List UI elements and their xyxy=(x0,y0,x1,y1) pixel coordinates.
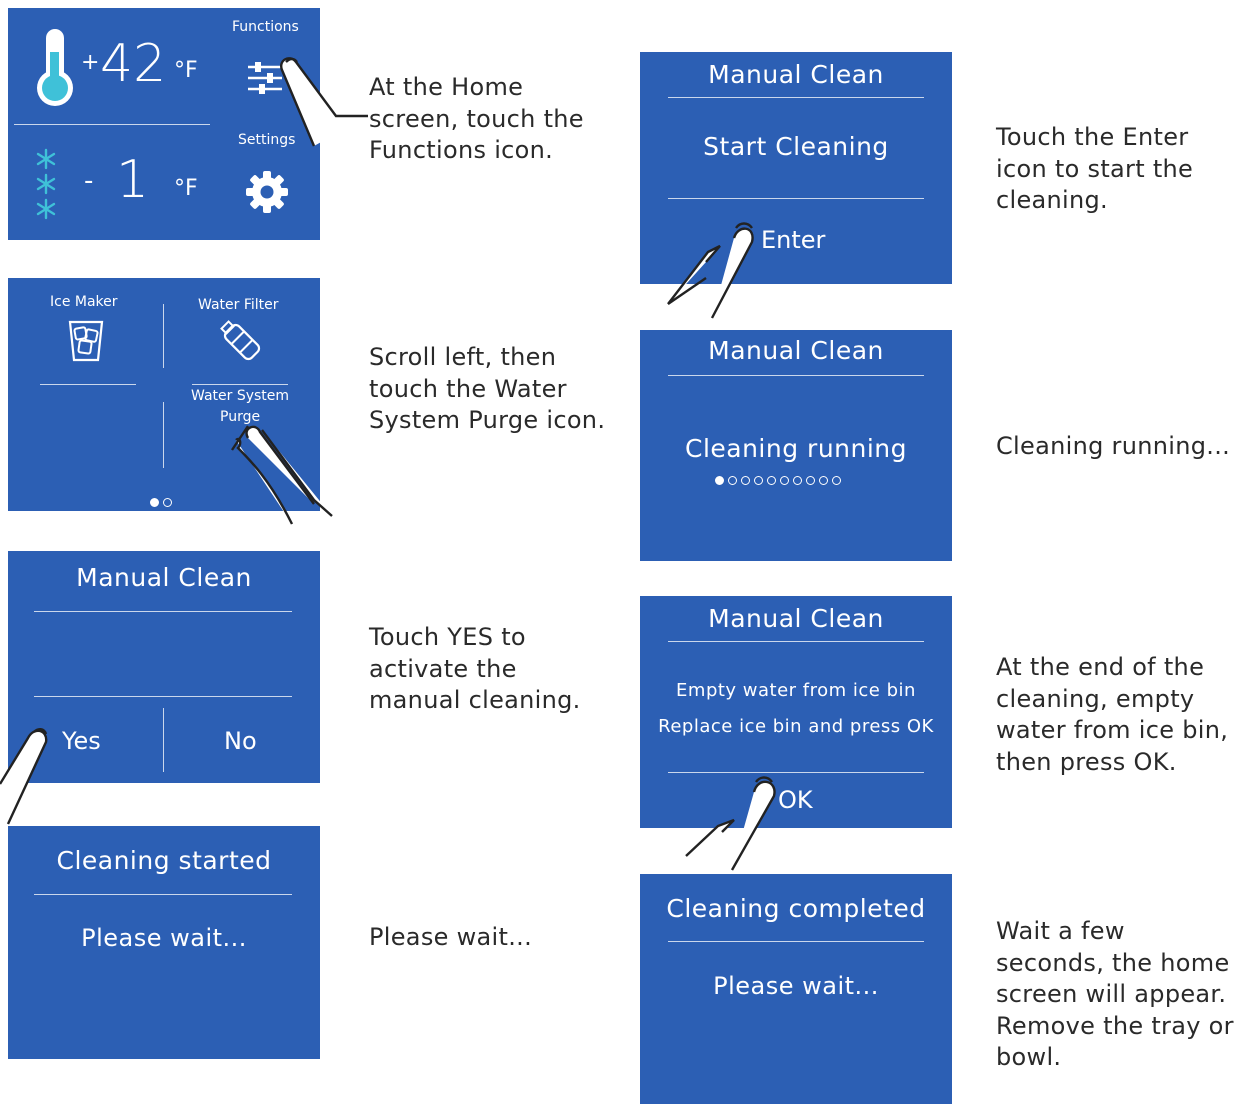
caption-line: Cleaning running... xyxy=(996,432,1231,460)
progress-dot xyxy=(741,476,750,485)
progress-indicator xyxy=(713,470,843,489)
caption-line: touch the Water xyxy=(369,374,567,403)
start-cleaning-message: Start Cleaning xyxy=(703,132,889,161)
caption-line: bowl. xyxy=(996,1043,1062,1071)
progress-dot xyxy=(780,476,789,485)
page-dot xyxy=(163,498,172,507)
caption-step6 xyxy=(996,431,1230,463)
menu-divider-right xyxy=(192,384,288,385)
progress-dot xyxy=(767,476,776,485)
caption-line: screen, touch the xyxy=(369,104,584,133)
buttons-divider xyxy=(34,696,292,697)
settings-label: Settings xyxy=(238,132,296,148)
caption-line: cleaning. xyxy=(996,186,1108,214)
caption-step3 xyxy=(369,622,581,717)
caption-step1 xyxy=(369,72,584,167)
caption-line: manual cleaning. xyxy=(369,686,581,714)
cleaning-running-message: Cleaning running xyxy=(684,434,908,463)
freezer-temp-value: 1 xyxy=(116,150,150,210)
caption-step8 xyxy=(996,916,1234,1074)
caption-step7 xyxy=(996,652,1228,778)
menu-divider-left xyxy=(40,384,136,385)
no-button[interactable]: No xyxy=(224,727,257,755)
screen-title: Manual Clean xyxy=(708,604,884,633)
yes-button[interactable]: Yes xyxy=(62,727,101,755)
caption-line: System Purge icon. xyxy=(369,406,606,434)
screen-title: Manual Clean xyxy=(708,336,884,365)
home-divider xyxy=(14,124,210,125)
menu-vertical-divider-top xyxy=(163,304,164,368)
enter-button[interactable]: Enter xyxy=(761,226,826,254)
fridge-temp-unit: °F xyxy=(174,58,198,83)
water-system-purge-label: Water System xyxy=(191,388,290,404)
caption-line: cleaning, empty xyxy=(996,684,1195,713)
pointing-finger-icon xyxy=(0,720,56,830)
progress-dot xyxy=(819,476,828,485)
snowflake-icon xyxy=(34,148,58,220)
cleaning-started-screen xyxy=(8,826,320,1059)
screen-title: Cleaning completed xyxy=(666,894,926,923)
page-dot-active xyxy=(150,498,159,507)
enter-divider xyxy=(668,198,924,199)
progress-dot xyxy=(793,476,802,485)
caption-line: Touch YES to xyxy=(369,623,526,651)
caption-line: water from ice bin, xyxy=(996,716,1229,744)
buttons-vertical-divider xyxy=(163,708,164,772)
water-filter-icon[interactable] xyxy=(216,318,268,366)
caption-line: At the Home xyxy=(369,73,524,101)
thermometer-icon xyxy=(34,26,78,108)
caption-line: At the end of the xyxy=(996,653,1205,681)
pointing-finger-icon xyxy=(680,770,790,874)
caption-line: activate the xyxy=(369,654,517,683)
title-divider xyxy=(34,894,292,895)
ok-button[interactable]: OK xyxy=(778,786,813,814)
screen-title: Cleaning started xyxy=(56,846,272,875)
pointing-finger-icon xyxy=(222,420,342,530)
caption-line: Functions icon. xyxy=(369,136,554,164)
progress-dot xyxy=(754,476,763,485)
cleaning-completed-screen xyxy=(640,874,952,1104)
pointing-finger-icon xyxy=(270,50,380,150)
title-divider xyxy=(668,97,924,98)
freezer-temp-unit: °F xyxy=(174,176,198,201)
water-filter-label: Water Filter xyxy=(198,297,279,313)
menu-vertical-divider-bottom xyxy=(163,402,164,468)
please-wait-message: Please wait... xyxy=(713,972,879,1000)
please-wait-message: Please wait... xyxy=(81,924,247,952)
instruction-line-1: Empty water from ice bin xyxy=(676,680,916,701)
progress-dot-active xyxy=(715,476,724,485)
caption-line: Remove the tray or xyxy=(996,1011,1234,1040)
caption-line: Wait a few xyxy=(996,917,1125,945)
caption-line: Scroll left, then xyxy=(369,343,557,371)
caption-line: then press OK. xyxy=(996,747,1177,776)
cleaning-running-screen xyxy=(640,330,952,561)
water-system-purge-label-2: Purge xyxy=(220,409,261,425)
ice-maker-icon[interactable] xyxy=(65,318,107,364)
instruction-line-2: Replace ice bin and press OK xyxy=(658,716,934,737)
screen-title: Manual Clean xyxy=(708,60,884,89)
title-divider xyxy=(668,375,924,376)
caption-line: screen will appear. xyxy=(996,980,1227,1008)
progress-dot xyxy=(806,476,815,485)
ice-maker-label: Ice Maker xyxy=(50,294,118,310)
title-divider xyxy=(668,941,924,942)
fridge-temp-sign: + xyxy=(81,50,100,75)
caption-step5 xyxy=(996,122,1193,217)
caption-step2 xyxy=(369,342,605,437)
settings-gear-icon[interactable] xyxy=(244,169,290,215)
page-indicator xyxy=(148,492,174,511)
freezer-temp-sign: - xyxy=(84,166,94,196)
fridge-temp-value: 42 xyxy=(100,34,167,94)
caption-step4 xyxy=(369,922,532,954)
progress-dot xyxy=(728,476,737,485)
progress-dot xyxy=(832,476,841,485)
title-divider xyxy=(34,611,292,612)
title-divider xyxy=(668,641,924,642)
caption-line: icon to start the xyxy=(996,154,1194,183)
screen-title: Manual Clean xyxy=(76,563,252,592)
functions-label: Functions xyxy=(232,19,299,35)
pointing-finger-icon xyxy=(664,218,764,322)
caption-line: Touch the Enter xyxy=(996,123,1189,151)
caption-line: seconds, the home xyxy=(996,948,1230,977)
caption-line: Please wait... xyxy=(369,923,533,951)
